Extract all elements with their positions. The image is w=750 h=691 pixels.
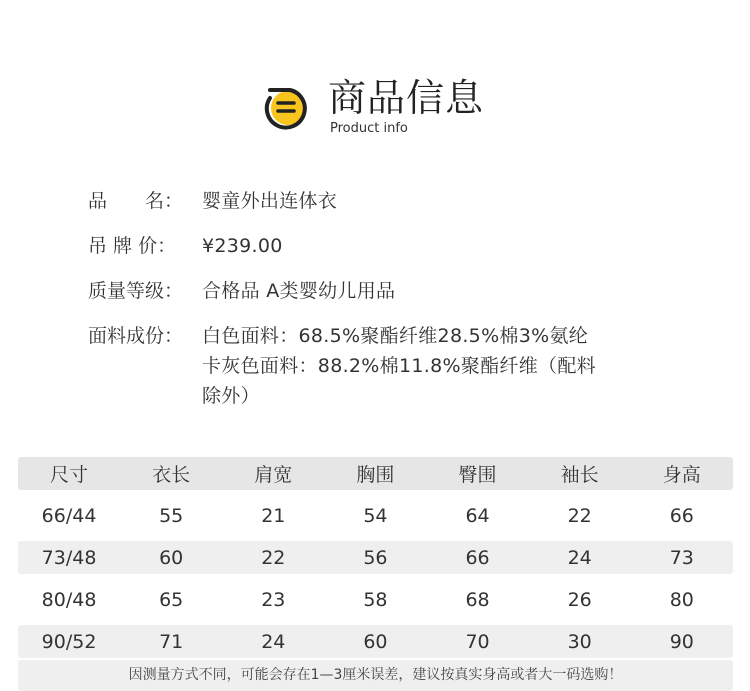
- table-row: [18, 583, 733, 616]
- table-header-cell: 臀围: [458, 464, 497, 486]
- table-cell: 58: [363, 588, 388, 611]
- info-value: 婴童外出连体衣: [202, 190, 338, 212]
- table-cell: 55: [159, 504, 184, 527]
- table-cell: 68: [465, 588, 490, 611]
- table-cell: 66/44: [41, 504, 97, 527]
- table-cell: 70: [465, 630, 490, 653]
- table-cell: 73: [669, 546, 694, 569]
- page-title: 商品信息: [328, 76, 485, 120]
- size-table: [18, 457, 733, 667]
- table-cell: 24: [567, 546, 592, 569]
- document-lines-icon: [262, 86, 312, 130]
- table-row: [18, 541, 733, 574]
- info-value: 合格品 A类婴幼儿用品: [202, 280, 396, 302]
- table-cell: 64: [465, 504, 490, 527]
- table-cell: 30: [567, 630, 592, 653]
- table-cell: 24: [261, 630, 286, 653]
- info-label: 吊 牌 价：: [88, 235, 177, 257]
- table-cell: 22: [261, 546, 286, 569]
- info-value: 白色面料：68.5%聚酯纤维28.5%棉3%氨纶 卡灰色面料：88.2%棉11.8%聚酯纤维（配料 除外）: [202, 325, 596, 407]
- table-cell: 21: [261, 504, 286, 527]
- table-cell: 90: [669, 630, 694, 653]
- table-cell: 22: [567, 504, 592, 527]
- table-header-cell: 胸围: [356, 464, 395, 486]
- table-header-cell: 尺寸: [50, 464, 89, 486]
- table-cell: 80/48: [41, 588, 97, 611]
- info-label: 质量等级：: [88, 280, 184, 302]
- table-cell: 90/52: [41, 630, 97, 653]
- info-row-grade: [88, 276, 688, 306]
- table-cell: 60: [159, 546, 184, 569]
- table-header-cell: 身高: [662, 464, 701, 486]
- table-cell: 54: [363, 504, 388, 527]
- table-row: [18, 499, 733, 532]
- product-info: [88, 186, 688, 426]
- table-cell: 66: [465, 546, 490, 569]
- table-header-cell: 衣长: [152, 464, 191, 486]
- info-row-price: [88, 231, 688, 261]
- info-label: 面料成份：: [88, 325, 184, 347]
- table-cell: 23: [261, 588, 286, 611]
- table-cell: 66: [669, 504, 694, 527]
- info-row-name: [88, 186, 688, 216]
- table-cell: 26: [567, 588, 592, 611]
- table-header-row: [18, 457, 733, 490]
- table-cell: 73/48: [41, 546, 97, 569]
- table-cell: 56: [363, 546, 388, 569]
- info-row-fabric: [88, 321, 688, 411]
- table-cell: 71: [159, 630, 184, 653]
- table-cell: 80: [669, 588, 694, 611]
- table-row: [18, 625, 733, 658]
- table-header-cell: 肩宽: [254, 464, 293, 486]
- info-label: 品 名：: [88, 190, 184, 212]
- section-header: [262, 74, 522, 140]
- table-cell: 65: [159, 588, 184, 611]
- table-header-cell: 袖长: [560, 464, 599, 486]
- table-cell: 60: [363, 630, 388, 653]
- page-subtitle: Product info: [330, 121, 408, 136]
- info-value: ¥239.00: [202, 235, 283, 257]
- measurement-note: 因测量方式不同，可能会存在1—3厘米误差，建议按真实身高或者大一码选购！: [18, 660, 733, 691]
